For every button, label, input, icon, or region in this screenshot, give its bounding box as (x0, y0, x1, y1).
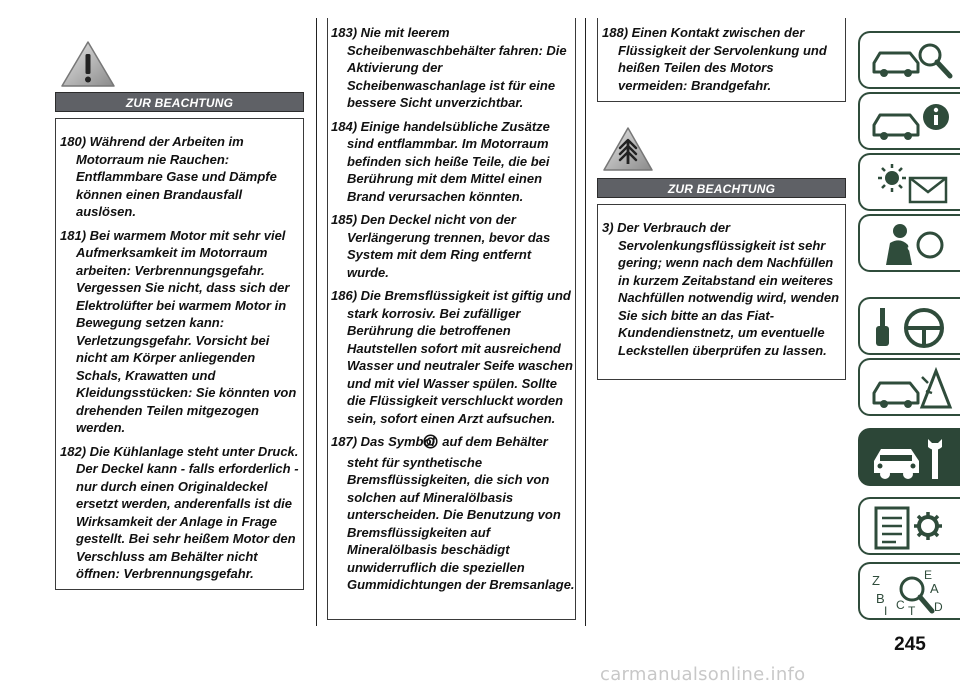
column-divider-right (585, 18, 586, 626)
note-184: 184) Einige handelsübliche Zusätze sind entflammbar. Im Motorraum befinden sich heiße Teile, die bei Berührung mit dem Mittel einen Brand verursachen könnten. (331, 118, 550, 204)
steering-wheel-key-icon (866, 302, 960, 352)
car-info-icon (866, 97, 960, 147)
note-181: 181) Bei warmem Motor mit sehr viel Aufmerksamkeit im Motorraum arbeiten: Verbrennungsgefahr. Vergessen Sie nicht, dass sich der Elektrolüfter bei warmem Motor in Bewegung setzen kann: Verletzungsgefahr. Vorsicht bei nicht am Körper anliegenden Schals, Krawatten und Kleidungsstücken: Sie könnten von drehenden Teilen mitgezogen werden. (60, 227, 297, 435)
car-wrench-icon (866, 433, 960, 483)
warning-banner-2: ZUR BEACHTUNG (597, 178, 846, 198)
person-airbag-icon (866, 219, 960, 269)
watermark: carmanualsonline.info (600, 664, 806, 685)
note-182: 182) Die Kühlanlage steht unter Druck. Der Deckel kann - falls erforderlich - nur durch einen Originaldeckel ersetzt werden, anderenfalls ist die Wirksamkeit der Anlage in Frage gestellt. Bei sehr heißem Motor den Verschluss am Behälter nicht öffnen: Verbrennungsgefahr. (60, 443, 299, 581)
note-188: 188) Einen Kontakt zwischen der Flüssigkeit der Servolenkung und heißen Teilen des Motors vermeiden: Brandgefahr. (602, 25, 827, 93)
warning-banner: ZUR BEACHTUNG (55, 92, 304, 112)
index-letter: Z (872, 573, 880, 588)
column-divider-left (316, 18, 317, 626)
tab-maintenance[interactable] (858, 428, 960, 486)
alphabet-index-icon (866, 567, 960, 619)
warning-text-column-3b (602, 219, 842, 365)
page-number: 245 (894, 634, 926, 655)
note-187-prefix: 187) Das Symbol (331, 434, 436, 449)
tab-safety[interactable] (858, 214, 960, 272)
note-180: 180) Während der Arbeiten im Motorraum nie Rauchen: Entflammbare Gase und Dämpfe können einen Brandausfall auslösen. (60, 134, 277, 219)
note-187 (331, 433, 575, 594)
note-187-suffix: auf dem Behälter steht für synthetische Bremsflüssigkeiten, die sich von solchen auf Mineralölbasis unterscheiden. Die Benutzung von Bremsflüssigkeiten auf Mineralölbasis beschädigt unwiderruflich die speziellen Gummidichtungen der Bremsanlage. (347, 434, 575, 592)
note-186: 186) Die Bremsflüssigkeit ist giftig und stark korrosiv. Bei zufälliger Berührung die betroffenen Hautstellen sofort mit ausreichend Wasser und neutraler Seife waschen und mit viel Wasser spülen. Sollte die Flüssigkeit verschluckt worden sein, sofort einen Arzt aufsuchen. (331, 288, 573, 426)
tab-starting-driving[interactable] (858, 297, 960, 355)
tab-technical-data[interactable] (858, 497, 960, 555)
index-letter: I (884, 604, 888, 618)
warning-light-envelope-icon (866, 158, 960, 208)
note-185: 185) Den Deckel nicht von der Verlängerung trennen, bevor das System mit dem Ring entfernt wurde. (331, 212, 551, 280)
tab-emergency[interactable] (858, 358, 960, 416)
car-magnifier-icon (866, 36, 960, 86)
warning-text-column-1 (60, 133, 303, 589)
index-letter: B (876, 591, 885, 606)
index-letter: C (896, 598, 905, 612)
index-letter: T (908, 604, 916, 618)
tab-car-info[interactable] (858, 92, 960, 150)
note-183: 183) Nie mit leerem Scheibenwaschbehälter fahren: Die Aktivierung der Scheibenwaschanlage ist für eine bessere Sicht unverzichtbar. (331, 25, 567, 110)
note-3: 3) Der Verbrauch der Servolenkungsflüssigkeit ist sehr gering; wenn nach dem Nachfüllen in kurzem Zeitabstand ein weiteres Nachfüllen notwendig wird, wenden Sie sich bitte an das Fiat-Kundendienstnetz, um eventuelle Leckstellen überprüfen zu lassen. (602, 220, 840, 358)
index-letter: D (934, 600, 943, 614)
tab-index[interactable] (858, 562, 960, 620)
warning-triangle-icon (60, 40, 116, 88)
document-gear-icon (866, 502, 960, 552)
car-crash-icon (866, 363, 960, 413)
warning-text-column-3a (602, 24, 842, 100)
index-letter: E (924, 568, 933, 582)
warning-text-column-2 (331, 24, 575, 600)
tab-know-your-car[interactable] (858, 31, 960, 89)
environment-tree-triangle-icon (602, 126, 654, 172)
index-letter: A (930, 581, 939, 596)
tab-warning-lights[interactable] (858, 153, 960, 211)
